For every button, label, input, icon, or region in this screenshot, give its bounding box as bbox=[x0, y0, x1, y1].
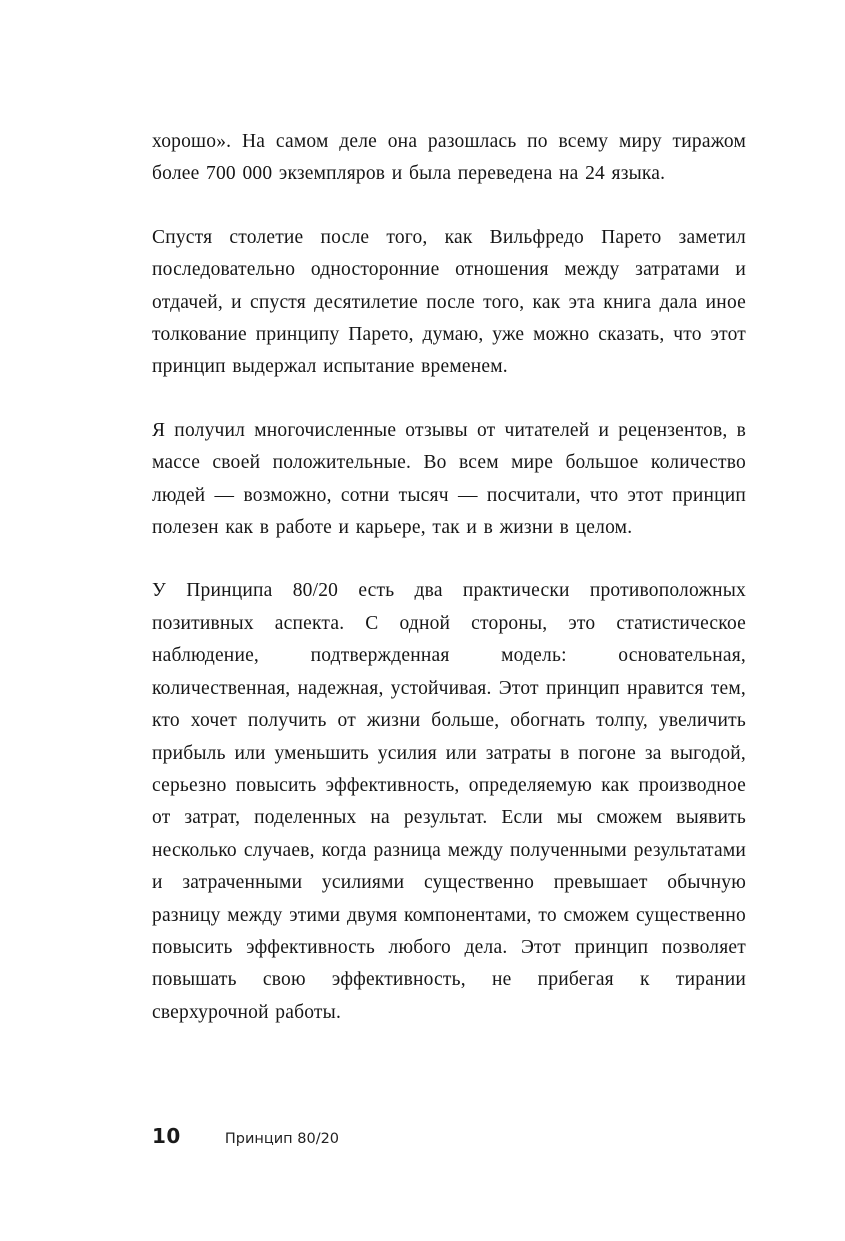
page-footer bbox=[152, 1124, 339, 1148]
running-title: Принцип 80/20 bbox=[224, 1131, 340, 1147]
paragraph-3: Я получил многочисленные отзывы от читателей и рецензентов, в массе своей положительные. Во всем мире большое количество людей — возможно, сотни тысяч — посчитали, что этот принцип полезен как в работе и карьере, так и в жизни в целом. bbox=[152, 419, 746, 539]
paragraph-4: У Принципа 80/20 есть два практически противоположных позитивных аспекта. С одной стороны, это статистическое наблюдение, подтвержденная модель: основательная, количественная, надежная, устойчивая. Этот принцип нравится тем, кто хочет получить от жизни больше, обогнать толпу, увеличить прибыль или уменьшить усилия или затраты в погоне за выгодой, серьезно повысить эффективность, определяемую как производное от затрат, поделенных на результат. Если мы сможем выявить несколько случаев, когда разница между полученными результатами и затраченными усилиями существенно превышает обычную разницу между этими двумя компонентами, то сможем существенно повысить эффективность любого дела. Этот принцип позволяет повышать свою эффективность, не прибегая к тирании сверхурочной работы. bbox=[152, 580, 746, 1023]
paragraph-1: хорошо». На самом деле она разошлась по всему миру тиражом более 700 000 экземпляров и была переведена на 24 языка. bbox=[152, 131, 746, 185]
text-block bbox=[152, 126, 746, 1029]
page-number: 10 bbox=[152, 1124, 181, 1148]
paragraph-2: Спустя столетие после того, как Вильфредо Парето заметил последовательно односторонние отношения между затратами и отдачей, и спустя десятилетие после того, как эта книга дала иное толкование принципу Парето, думаю, уже можно сказать, что этот принцип выдержал испытание временем. bbox=[152, 226, 746, 378]
